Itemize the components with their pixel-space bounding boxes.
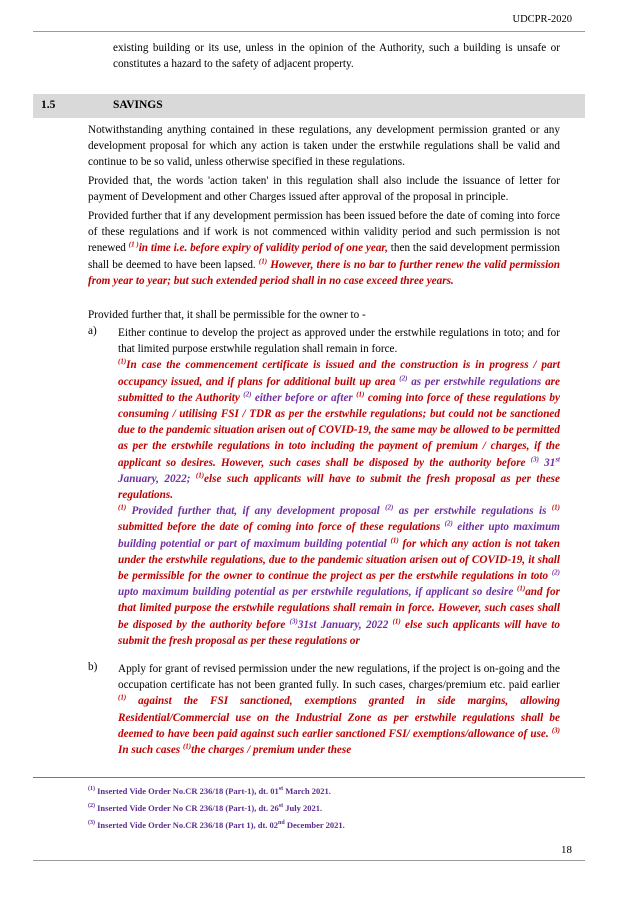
footnote-text: Inserted Vide Order No.CR 236/18 (Part-1), dt. 01: [95, 786, 279, 796]
footnote-ref: (1): [118, 503, 127, 512]
footnote-1: [88, 786, 331, 796]
footnote-mark: (1): [88, 786, 95, 793]
ordinal-suffix: st: [278, 786, 284, 793]
footnote-ref: (3): [530, 454, 539, 463]
amend-text: Provided further that, if any development proposal: [126, 505, 386, 518]
footnote-mark: (3): [88, 820, 95, 827]
footer-divider: [33, 860, 585, 861]
footnote-mark: (2): [88, 803, 95, 810]
item-a-text: [118, 325, 560, 649]
footnote-ref: (2): [551, 568, 560, 577]
amend-text: as per erstwhile regulations: [407, 375, 542, 388]
page-number: 18: [561, 844, 572, 856]
amend-text: the charges / premium under these: [191, 744, 352, 757]
paragraph-4: Provided further that, it shall be permissible for the owner to -: [88, 309, 366, 321]
footnote-ref: (1): [392, 616, 401, 625]
footnote-ref: (2): [385, 503, 394, 512]
footnote-ref: (1): [258, 256, 268, 265]
footnote-text: Inserted Vide Order No CR 236/18 (Part-1), dt. 26: [95, 803, 279, 813]
footnote-ref: (1): [182, 742, 192, 751]
p3-text-c: then the said development permission shall be deemed to have been lapsed.: [88, 242, 560, 271]
amend-text: either upto maximum building potential or part of maximum building potential: [118, 521, 560, 550]
footnote-ref: (1): [118, 693, 127, 702]
paragraph-2: Provided that, the words 'action taken' in this regulation shall also include the issuance of letter for payment of Development and other Charges issued after approval of the proposal in principle.: [88, 175, 560, 204]
amend-text: In such cases: [118, 744, 183, 757]
footnote-ref: (1): [118, 357, 127, 366]
paragraph-1: Notwithstanding anything contained in these regulations, any development permission granted or any development proposal for which any action is taken under the erstwhile regulations shall be valid and continue to be so valid, unless otherwise specified in these regulations.: [88, 124, 560, 169]
amend-text: upto maximum building potential as per erstwhile regulations, if applicant so desire: [118, 586, 518, 599]
footnote-ref: (2): [399, 373, 408, 382]
amend-text: are submitted to the Authority: [118, 375, 560, 404]
p3-text-b: in time i.e. before expiry of validity period of one year,: [138, 242, 388, 255]
amend-text: 31: [538, 456, 556, 469]
amend-text: coming into force of these regulations by consuming / utilising FSI / TDR as per the erstwhile regulations; but could not be sanctioned due to the pandemic situation arisen out of COVID-19, the same may be allowed to be permitted as per the erstwhile regulations in toto including the payment of premium / charges, if the applicant so desires. However, such cases shall be disposed by the authority before: [118, 391, 560, 469]
footnote-ref: (2): [243, 390, 252, 399]
amend-text: either before or after: [251, 391, 357, 404]
amend-text: 31st January, 2022: [297, 618, 393, 631]
ordinal-suffix: nd: [278, 820, 285, 827]
footnote-ref: (1): [356, 390, 365, 399]
footnote-ref: (1): [195, 471, 205, 480]
header-divider: [33, 31, 585, 32]
p3-text-a: Provided further that if any development permission has been issued before the date of coming into force of these regulations and if work is not commenced within validity period and such permission is not renewed: [88, 210, 560, 255]
footnote-2: [88, 803, 322, 813]
footnote-ref: (1): [390, 535, 399, 544]
carryover-paragraph: existing building or its use, unless in the opinion of the Authority, such a building is unsafe or constitutes a hazard to the safety of adjacent property.: [113, 42, 560, 71]
item-a-amendment-1: [118, 357, 560, 503]
footnote-3: [88, 820, 345, 830]
p3-text-d: However, there is no bar to further renew the valid permission from year to year; but such extended period shall in no case exceed three years.: [88, 258, 560, 287]
item-b-intro: Apply for grant of revised permission under the new regulations, if the project is on-going and the occupation certificate has not been granted fully. In such cases, charges/premium etc. paid earlier: [118, 663, 560, 692]
footnote-ref: (1 ): [128, 240, 139, 249]
amend-text: is: [533, 505, 552, 518]
item-b-text: [118, 661, 560, 758]
amend-text: as per erstwhile regulations: [393, 505, 534, 518]
document-code: UDCPR-2020: [512, 14, 572, 25]
amend-text: against the FSI sanctioned, exemptions granted in side margins, allowing Residential/Commercial use on the Industrial Zone as per erstwhile regulations shall be deemed to have been paid against such earlier sanctioned FSI/ exemptions/allowance of use.: [118, 695, 560, 740]
item-a-intro: Either continue to develop the project as approved under the erstwhile regulations in toto; and for that limited purpose erstwhile regulation shall remain in force.: [118, 327, 560, 356]
footnote-ref: (3): [551, 726, 560, 735]
footnote-ref: (1): [517, 584, 526, 593]
footnote-text: July 2021.: [283, 803, 323, 813]
footnote-ref: (3): [289, 616, 298, 625]
ordinal-suffix: st: [278, 803, 284, 810]
amend-text: else such applicants will have to submit the fresh proposal as per these regulations or: [118, 618, 561, 647]
amend-text: for which any action is not taken under the erstwhile regulations, due to the pandemic situation arisen out of COVID-19, it shall be permissible for the owner to continue the project as per the erstwhile regulations in toto: [118, 537, 560, 583]
section-heading: [33, 94, 585, 118]
item-a-label: a): [88, 325, 97, 337]
item-a-amendment-2: [118, 503, 560, 649]
footnote-text: December 2021.: [284, 820, 345, 830]
amend-text: submitted before the date of coming into force of these regulations: [118, 521, 445, 534]
ordinal-suffix: st: [555, 454, 560, 463]
footnote-ref: (2): [444, 519, 453, 528]
amend-text: and for that limited purpose the erstwhile regulations shall remain in force. However, such cases shall be disposed by the authority before: [118, 586, 560, 631]
amend-text: else such applicants will have to submit the fresh proposal as per these regulations.: [118, 472, 560, 502]
paragraph-3: [88, 208, 560, 289]
section-number: 1.5: [41, 99, 56, 111]
footnote-divider: [33, 777, 585, 778]
amend-text: In case the commencement certificate is issued and the construction is in progress / part occupancy issued, and if plans for additional built up area: [118, 359, 560, 388]
section-title: SAVINGS: [113, 99, 163, 111]
item-b-label: b): [88, 661, 98, 673]
amend-text: January, 2022;: [118, 472, 196, 485]
footnote-ref: (1): [551, 503, 560, 512]
footnote-text: Inserted Vide Order No.CR 236/18 (Part 1), dt. 02: [95, 820, 279, 830]
footnote-text: March 2021.: [283, 786, 331, 796]
